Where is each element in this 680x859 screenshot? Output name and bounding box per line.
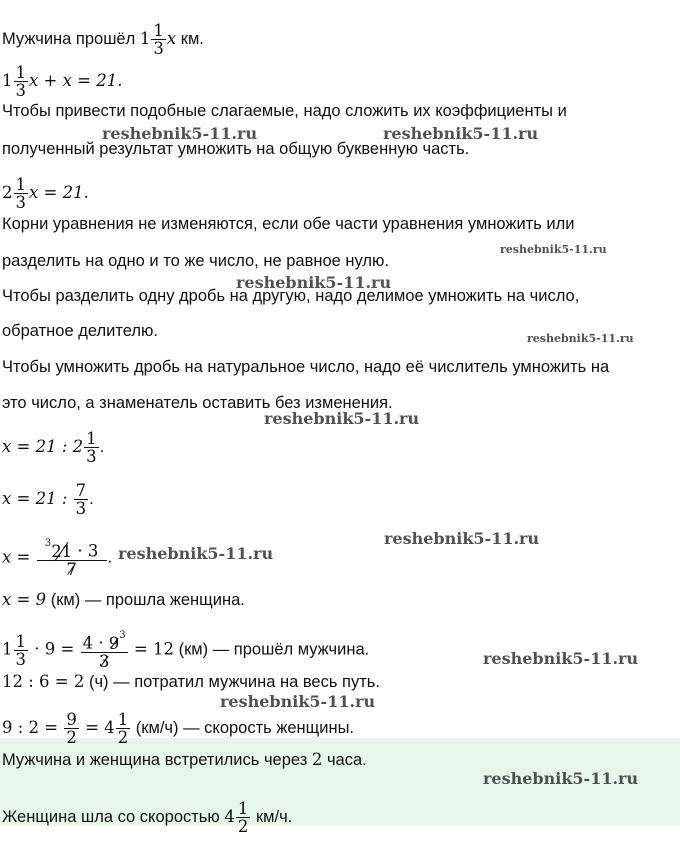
answer-line-2 bbox=[2, 800, 292, 835]
frac-num: 1 bbox=[86, 429, 97, 448]
line-17 bbox=[2, 672, 380, 692]
line-3: Чтобы привести подобные слагаемые, надо сложить их коэффициенты и bbox=[2, 102, 567, 120]
math-expr: · 9 = bbox=[29, 639, 80, 659]
text: . bbox=[99, 437, 105, 456]
watermark: reshebnik5-11.ru bbox=[500, 243, 607, 256]
frac-num: 1 bbox=[15, 631, 26, 651]
cancel-result: 3 bbox=[44, 538, 52, 549]
watermark: reshebnik5-11.ru bbox=[118, 544, 274, 563]
frac-den: 2 bbox=[237, 817, 249, 836]
line-2 bbox=[2, 64, 122, 99]
text: . bbox=[89, 489, 94, 508]
cancelled-number: 7 bbox=[66, 559, 77, 579]
watermark: reshebnik5-11.ru bbox=[384, 529, 540, 548]
fraction bbox=[64, 711, 79, 746]
fraction bbox=[74, 482, 89, 517]
cancelled-number: 9 bbox=[108, 633, 120, 653]
fraction bbox=[14, 176, 29, 211]
math-expr: x = 21 : bbox=[2, 488, 73, 508]
frac-den: 3 bbox=[15, 81, 26, 100]
fraction bbox=[37, 539, 107, 578]
frac-num: 1 bbox=[15, 63, 26, 82]
math-expr: x = 21 : 2 bbox=[2, 436, 84, 456]
watermark: reshebnik5-11.ru bbox=[220, 692, 376, 711]
math-expr: 12 : 6 = 2 bbox=[2, 672, 85, 691]
line-16 bbox=[2, 631, 369, 670]
frac-num: 1 bbox=[15, 175, 26, 194]
frac-num bbox=[37, 539, 107, 561]
math-whole: 1 bbox=[2, 70, 13, 90]
frac-num: 7 bbox=[75, 481, 87, 500]
fraction bbox=[236, 800, 251, 835]
watermark: reshebnik5-11.ru bbox=[483, 769, 639, 788]
watermark: reshebnik5-11.ru bbox=[483, 649, 639, 668]
text: (км/ч) — скорость женщины. bbox=[131, 718, 355, 737]
line-4: полученный результат умножить на общую буквенную часть. bbox=[2, 140, 470, 158]
math-number: 2 bbox=[311, 750, 323, 769]
line-12 bbox=[2, 430, 104, 465]
frac-num: 1 bbox=[153, 21, 164, 40]
line-7: разделить на одно и то же число, не равное нулю. bbox=[2, 252, 389, 270]
math-whole: 4 bbox=[224, 806, 235, 826]
math-expr: x + x = 21. bbox=[29, 70, 123, 90]
math-expr: x = 9 bbox=[2, 590, 47, 609]
fraction bbox=[84, 430, 99, 465]
math-expr: x = 21. bbox=[29, 182, 89, 202]
frac-den: 3 bbox=[86, 447, 97, 466]
math-expr: 9 : 2 = bbox=[2, 717, 64, 737]
fraction bbox=[14, 633, 29, 668]
fraction bbox=[14, 64, 29, 99]
line-18 bbox=[2, 711, 354, 746]
frac-den: 3 bbox=[15, 193, 26, 212]
line-6: Корни уравнения не изменяются, если обе части уравнения умножить или bbox=[2, 215, 575, 233]
line-5 bbox=[2, 176, 89, 211]
watermark: reshebnik5-11.ru bbox=[102, 124, 258, 143]
frac-den: 2 bbox=[117, 728, 129, 747]
math-expr: x = bbox=[2, 547, 36, 567]
fraction bbox=[151, 22, 166, 57]
text: км/ч. bbox=[251, 807, 293, 826]
text: Мужчина и женщина встретились через bbox=[2, 751, 312, 769]
frac-den: 3 bbox=[153, 39, 164, 58]
line-15 bbox=[2, 590, 245, 610]
frac-den: 3 bbox=[15, 649, 26, 669]
text: км. bbox=[176, 29, 204, 48]
cancelled-number: 21 bbox=[51, 541, 73, 561]
frac-den: 2 bbox=[66, 728, 77, 747]
watermark: reshebnik5-11.ru bbox=[527, 332, 634, 345]
cancelled-number: 3 bbox=[98, 651, 110, 671]
text: Женщина шла со скоростью bbox=[2, 807, 225, 826]
text: (км) — прошла женщина. bbox=[46, 591, 245, 609]
math-whole: 2 bbox=[2, 182, 13, 202]
frac-num: 9 bbox=[66, 710, 77, 729]
cancel-result: 3 bbox=[119, 630, 126, 641]
frac-num-part: 4 · bbox=[82, 633, 109, 653]
answer-line-1 bbox=[2, 750, 367, 770]
fraction bbox=[116, 711, 131, 746]
frac-num: 1 bbox=[117, 710, 129, 729]
text: . bbox=[107, 548, 113, 567]
frac-den: 3 bbox=[75, 499, 87, 518]
text: (км) — прошёл мужчина. bbox=[173, 640, 370, 659]
math-var: x bbox=[166, 28, 177, 48]
fraction bbox=[81, 631, 128, 670]
line-1 bbox=[2, 22, 204, 57]
math-expr: = 12 bbox=[128, 639, 174, 659]
text: Мужчина прошёл bbox=[2, 29, 140, 48]
line-10: Чтобы умножить дробь на натуральное число, надо её числитель умножить на bbox=[2, 358, 610, 376]
math-whole: 1 bbox=[139, 28, 151, 48]
watermark: reshebnik5-11.ru bbox=[383, 124, 539, 143]
math-whole: 1 bbox=[2, 639, 13, 659]
line-11: это число, а знаменатель оставить без изменения. bbox=[2, 394, 393, 412]
watermark: reshebnik5-11.ru bbox=[264, 409, 420, 428]
line-14 bbox=[2, 539, 112, 578]
watermark: reshebnik5-11.ru bbox=[236, 273, 392, 292]
math-expr: = 4 bbox=[79, 717, 115, 737]
line-13 bbox=[2, 482, 94, 517]
frac-num: 1 bbox=[237, 799, 249, 818]
line-9: обратное делителю. bbox=[2, 322, 158, 340]
text: (ч) — потратил мужчина на весь путь. bbox=[84, 673, 380, 691]
line-8: Чтобы разделить одну дробь на другую, надо делимое умножить на число, bbox=[2, 287, 580, 305]
text: часа. bbox=[322, 751, 367, 769]
frac-num bbox=[81, 631, 128, 653]
frac-num-rest: · 3 bbox=[72, 541, 99, 561]
